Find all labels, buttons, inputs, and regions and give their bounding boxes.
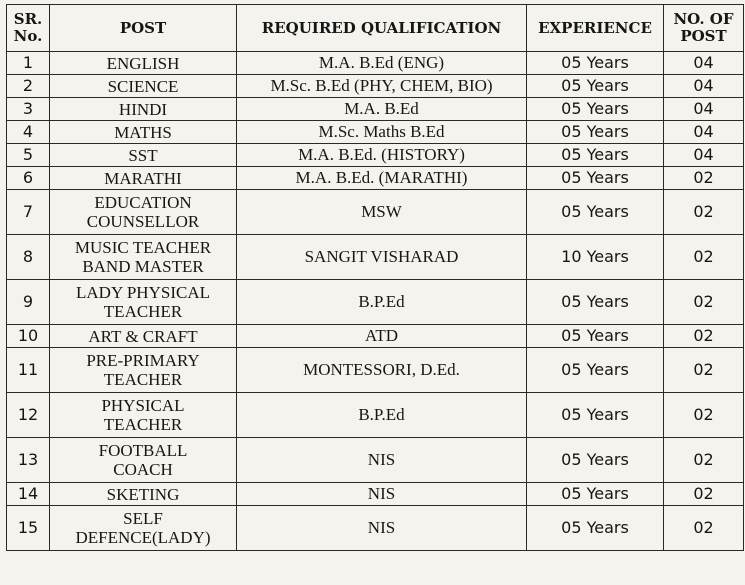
post-cell xyxy=(50,121,237,144)
qualification: M.Sc. B.Ed (PHY, CHEM, BIO) xyxy=(270,76,493,95)
experience: 05 Years xyxy=(561,405,629,424)
experience: 05 Years xyxy=(561,76,629,95)
experience: 05 Years xyxy=(561,53,629,72)
qualification-cell xyxy=(237,167,527,190)
qualification: MSW xyxy=(361,202,402,221)
qualification-cell xyxy=(237,483,527,506)
post-count: 02 xyxy=(693,292,714,311)
sr-no: 12 xyxy=(17,405,39,424)
post-count: 02 xyxy=(693,168,714,187)
post-count-cell xyxy=(664,121,744,144)
table-body xyxy=(7,52,744,551)
sr-no-cell xyxy=(7,144,50,167)
sr-no: 14 xyxy=(17,484,39,503)
header-count-line1: NO. OF xyxy=(673,10,734,28)
header-sr-line1: SR. xyxy=(13,10,43,28)
experience: 05 Years xyxy=(561,360,629,379)
header-experience: EXPERIENCE xyxy=(527,5,664,52)
qualification-cell xyxy=(237,280,527,325)
sr-no: 4 xyxy=(22,122,34,141)
qualification: M.A. B.Ed (ENG) xyxy=(318,53,445,72)
qualification-cell xyxy=(237,121,527,144)
header-sr-line2: No. xyxy=(13,27,43,45)
table-row xyxy=(7,325,744,348)
experience: 05 Years xyxy=(561,484,629,503)
qualification: M.A. B.Ed. (HISTORY) xyxy=(298,145,465,164)
post-name-line2: DEFENCE(LADY) xyxy=(75,528,211,547)
table-row xyxy=(7,75,744,98)
qualification: NIS xyxy=(367,484,396,503)
post-count-cell xyxy=(664,280,744,325)
experience: 05 Years xyxy=(561,168,629,187)
qualification-cell xyxy=(237,348,527,393)
table-row xyxy=(7,52,744,75)
qualification: NIS xyxy=(367,518,396,537)
post-count-cell xyxy=(664,190,744,235)
qualification: MONTESSORI, D.Ed. xyxy=(303,360,460,379)
post-count: 04 xyxy=(693,76,714,95)
post-count: 02 xyxy=(693,518,714,537)
sr-no-cell xyxy=(7,506,50,551)
header-sr-no xyxy=(7,5,50,52)
post-name-line2: TEACHER xyxy=(103,415,183,434)
experience-cell xyxy=(527,144,664,167)
table-row xyxy=(7,438,744,483)
post-name-line1: EDUCATION xyxy=(94,193,192,212)
qualification: M.A. B.Ed xyxy=(344,99,419,118)
post-name-line2: TEACHER xyxy=(103,370,183,389)
post-count: 04 xyxy=(693,99,714,118)
sr-no-cell xyxy=(7,438,50,483)
post-count-cell xyxy=(664,98,744,121)
post-count: 04 xyxy=(693,145,714,164)
experience: 05 Years xyxy=(561,99,629,118)
post-count-cell xyxy=(664,144,744,167)
qualification-cell xyxy=(237,144,527,167)
experience: 05 Years xyxy=(561,518,629,537)
post-cell xyxy=(50,167,237,190)
header-row xyxy=(7,5,744,52)
experience: 05 Years xyxy=(561,326,629,345)
qualification-cell xyxy=(237,325,527,348)
sr-no: 8 xyxy=(22,247,34,266)
qualification: SANGIT VISHARAD xyxy=(304,247,459,266)
experience-cell xyxy=(527,52,664,75)
sr-no-cell xyxy=(7,325,50,348)
post-count-cell xyxy=(664,235,744,280)
experience-cell xyxy=(527,280,664,325)
table-row xyxy=(7,144,744,167)
post-count: 02 xyxy=(693,247,714,266)
experience-cell xyxy=(527,75,664,98)
post-cell xyxy=(50,438,237,483)
post-count-cell xyxy=(664,483,744,506)
experience: 10 Years xyxy=(561,247,629,266)
experience-cell xyxy=(527,235,664,280)
table-row xyxy=(7,121,744,144)
post-name-line1: ART & CRAFT xyxy=(88,326,198,346)
post-name-line1: PHYSICAL xyxy=(101,396,185,415)
experience-cell xyxy=(527,438,664,483)
sr-no-cell xyxy=(7,348,50,393)
qualification: M.Sc. Maths B.Ed xyxy=(318,122,445,141)
qualification-cell xyxy=(237,52,527,75)
experience: 05 Years xyxy=(561,122,629,141)
sr-no: 5 xyxy=(22,145,34,164)
qualification-cell xyxy=(237,75,527,98)
sr-no: 10 xyxy=(17,326,39,345)
qualification: ATD xyxy=(364,326,399,345)
post-name-line2: BAND MASTER xyxy=(82,257,204,276)
post-count-cell xyxy=(664,52,744,75)
post-cell xyxy=(50,280,237,325)
post-count: 02 xyxy=(693,484,714,503)
table-row xyxy=(7,190,744,235)
experience-cell xyxy=(527,98,664,121)
qualification: B.P.Ed xyxy=(358,292,405,311)
post-cell xyxy=(50,98,237,121)
sr-no: 15 xyxy=(17,518,39,537)
experience-cell xyxy=(527,325,664,348)
post-name-line1: MATHS xyxy=(114,122,172,142)
post-name-line1: SCIENCE xyxy=(107,76,179,96)
sr-no-cell xyxy=(7,52,50,75)
sr-no-cell xyxy=(7,121,50,144)
sr-no-cell xyxy=(7,167,50,190)
post-name-line1: ENGLISH xyxy=(106,53,180,73)
post-cell xyxy=(50,506,237,551)
post-count-cell xyxy=(664,438,744,483)
table-header xyxy=(7,5,744,52)
qualification-cell xyxy=(237,506,527,551)
table-row xyxy=(7,483,744,506)
post-count-cell xyxy=(664,393,744,438)
post-name-line1: PRE-PRIMARY xyxy=(86,351,200,370)
table-row xyxy=(7,280,744,325)
post-cell xyxy=(50,52,237,75)
post-name-line2: TEACHER xyxy=(103,302,183,321)
experience-cell xyxy=(527,121,664,144)
post-count: 02 xyxy=(693,405,714,424)
header-qualification: REQUIRED QUALIFICATION xyxy=(237,5,527,52)
post-name-line1: FOOTBALL xyxy=(98,441,188,460)
experience-cell xyxy=(527,483,664,506)
header-post-count xyxy=(664,5,744,52)
sr-no: 6 xyxy=(22,168,34,187)
post-name-line1: LADY PHYSICAL xyxy=(76,283,210,302)
table-row xyxy=(7,167,744,190)
sr-no: 13 xyxy=(17,450,39,469)
header-count-line2: POST xyxy=(680,27,727,45)
post-cell xyxy=(50,75,237,98)
post-count-cell xyxy=(664,325,744,348)
header-post: POST xyxy=(50,5,237,52)
post-cell xyxy=(50,393,237,438)
qualification: B.P.Ed xyxy=(358,405,405,424)
post-count: 04 xyxy=(693,122,714,141)
sr-no: 3 xyxy=(22,99,34,118)
post-name-line2: COACH xyxy=(113,460,173,479)
sr-no-cell xyxy=(7,235,50,280)
sr-no-cell xyxy=(7,280,50,325)
post-name-line1: MUSIC TEACHER xyxy=(74,238,212,257)
experience-cell xyxy=(527,190,664,235)
qualification-cell xyxy=(237,393,527,438)
sr-no: 2 xyxy=(22,76,34,95)
sr-no: 9 xyxy=(22,292,34,311)
experience-cell xyxy=(527,348,664,393)
post-name-line1: SKETING xyxy=(106,484,180,504)
sr-no-cell xyxy=(7,98,50,121)
experience: 05 Years xyxy=(561,292,629,311)
table-row xyxy=(7,235,744,280)
post-cell xyxy=(50,235,237,280)
table-row xyxy=(7,348,744,393)
sr-no: 11 xyxy=(17,360,39,379)
experience: 05 Years xyxy=(561,450,629,469)
post-count: 02 xyxy=(693,450,714,469)
post-name-line2: COUNSELLOR xyxy=(86,212,200,231)
post-count-cell xyxy=(664,75,744,98)
qualification-cell xyxy=(237,438,527,483)
post-name-line1: HINDI xyxy=(118,99,168,119)
post-cell xyxy=(50,190,237,235)
table-row xyxy=(7,506,744,551)
post-count: 02 xyxy=(693,360,714,379)
experience-cell xyxy=(527,506,664,551)
table-row xyxy=(7,393,744,438)
post-cell xyxy=(50,144,237,167)
qualification-cell xyxy=(237,98,527,121)
sr-no-cell xyxy=(7,190,50,235)
qualification-cell xyxy=(237,235,527,280)
experience-cell xyxy=(527,167,664,190)
post-count: 02 xyxy=(693,202,714,221)
qualification: M.A. B.Ed. (MARATHI) xyxy=(295,168,468,187)
post-count-cell xyxy=(664,506,744,551)
post-count-cell xyxy=(664,348,744,393)
qualification: NIS xyxy=(367,450,396,469)
sr-no-cell xyxy=(7,483,50,506)
post-name-line1: SELF xyxy=(123,509,163,528)
sr-no: 7 xyxy=(22,202,34,221)
post-count-cell xyxy=(664,167,744,190)
experience-cell xyxy=(527,393,664,438)
post-name-line1: MARATHI xyxy=(104,168,182,188)
post-cell xyxy=(50,483,237,506)
qualification-cell xyxy=(237,190,527,235)
vacancy-table xyxy=(6,4,744,551)
post-name-line1: SST xyxy=(128,145,158,165)
sr-no-cell xyxy=(7,75,50,98)
experience: 05 Years xyxy=(561,202,629,221)
sr-no-cell xyxy=(7,393,50,438)
experience: 05 Years xyxy=(561,145,629,164)
post-cell xyxy=(50,348,237,393)
table-row xyxy=(7,98,744,121)
sr-no: 1 xyxy=(22,53,34,72)
post-count: 04 xyxy=(693,53,714,72)
post-cell xyxy=(50,325,237,348)
post-count: 02 xyxy=(693,326,714,345)
